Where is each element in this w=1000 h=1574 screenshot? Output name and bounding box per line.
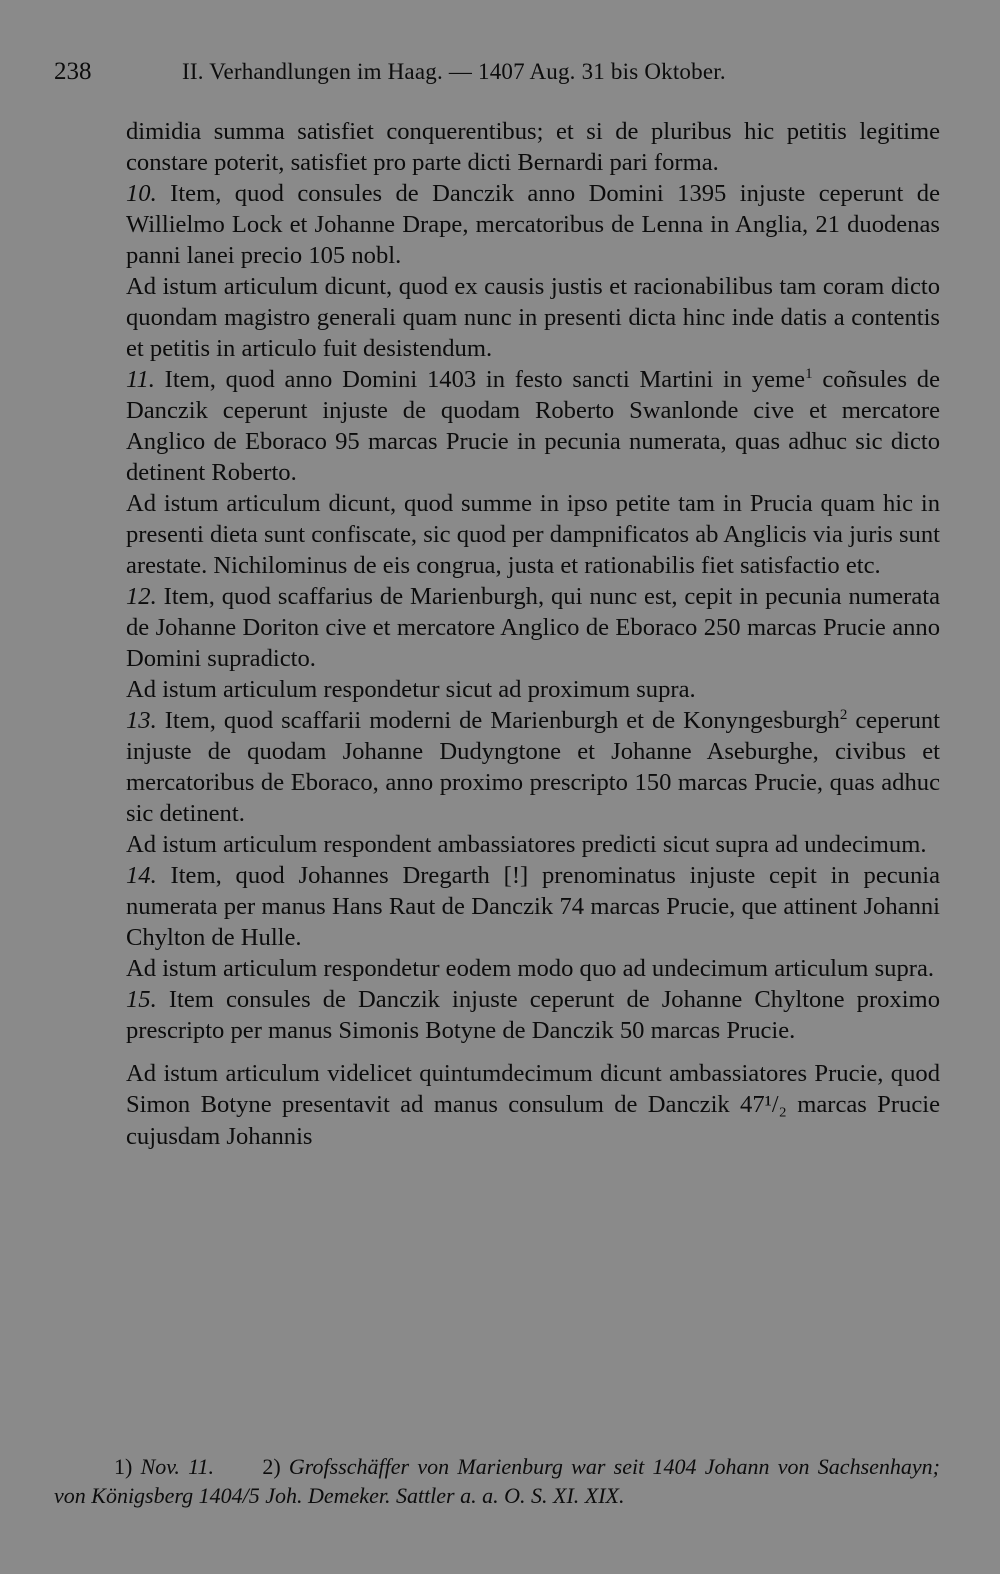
- article-text: Item, quod anno Domini 1403 in festo sancti Martini in yeme: [154, 366, 806, 393]
- response-text-cont: marcas Prucie cujusdam Johannis: [126, 1091, 941, 1150]
- footnotes: [54, 1452, 940, 1510]
- article-text: Item, quod consules de Danczik anno Domini 1395 injuste ceperunt de Willielmo Lock et Johanne Drape, mercatoribus de Lenna in Anglia, 21 duodenas panni lanei precio 105 nobl.: [126, 180, 940, 269]
- running-title: II. Verhandlungen im Haag. — 1407 Aug. 31 bis Oktober.: [182, 59, 726, 84]
- main-text: [54, 116, 940, 1152]
- paragraph-gap: [54, 1046, 940, 1058]
- footnote-2-mark: 2): [262, 1454, 281, 1479]
- footnote-1-text: Nov. 11.: [140, 1454, 215, 1479]
- paragraph-continuation: dimidia summa satisfiet conquerentibus; et si de pluribus hic petitis legitime constare poterit, satisfiet pro parte dicti Bernardi pari forma.: [126, 118, 940, 176]
- article-text: Item, quod scaffarii moderni de Marienburgh et de Konyngesburgh: [156, 707, 840, 734]
- article-number: 10.: [126, 180, 157, 207]
- page-header: [54, 54, 944, 90]
- footnote-1-mark: 1): [114, 1454, 133, 1479]
- article-text-cont: ceperunt injuste de quodam Johanne Dudyngtone et Johanne Aseburghe, civibus et mercatoribus de Eboraco, anno proximo prescripto 150 marcas Prucie, quas adhuc sic detinent.: [126, 707, 941, 827]
- footnote-ref-1: 1: [805, 365, 813, 382]
- page-number: 238: [54, 58, 92, 85]
- article-number: 11.: [126, 366, 155, 393]
- response-text: Ad istum articulum videlicet quintumdecimum dicunt ambassiatores Prucie, quod Simon Botyne presentavit ad manus consulum de Danczik 47: [126, 1060, 940, 1118]
- response-12: Ad istum articulum respondetur sicut ad proximum supra.: [126, 676, 696, 703]
- footnote-ref-2: 2: [839, 706, 848, 723]
- article-text: Item, quod Johannes Dregarth [!] prenominatus injuste cepit in pecunia numerata per manus Hans Raut de Danczik 74 marcas Prucie, que attinent Johanni Chylton de Hulle.: [126, 862, 940, 951]
- article-number: 14.: [126, 862, 157, 889]
- response-13: Ad istum articulum respondent ambassiatores predicti sicut supra ad undecimum.: [126, 831, 927, 858]
- article-number: 13.: [126, 707, 157, 734]
- article-number: 15.: [126, 986, 157, 1013]
- article-12: [54, 581, 940, 674]
- response-14: Ad istum articulum respondetur eodem modo quo ad undecimum articulum supra.: [126, 955, 935, 982]
- response-10: Ad istum articulum dicunt, quod ex causis justis et racionabilibus tam coram dicto quondam magistro generali quam nunc in presenti dicta hinc inde datis a contentis et petitis in articulo fuit desistendum.: [126, 273, 940, 362]
- response-11: Ad istum articulum dicunt, quod summe in ipso petite tam in Prucia quam hic in presenti dieta sunt confiscate, sic quod per dampnificatos ab Anglicis via juris sunt arestate. Nichilominus de eis congrua, justa et rationabilis fiet satisfactio etc.: [126, 490, 940, 579]
- article-10: [54, 178, 940, 271]
- fraction-half: ¹/₂: [764, 1092, 787, 1118]
- article-13: [54, 705, 940, 829]
- article-text: Item consules de Danczik injuste ceperunt de Johanne Chyltone proximo prescripto per manus Simonis Botyne de Danczik 50 marcas Prucie.: [126, 986, 940, 1044]
- response-15: [54, 1058, 940, 1152]
- article-text-cont: coñsules de Danczik ceperunt injuste de quodam Roberto Swanlonde cive et mercatore Anglico de Eboraco 95 marcas Prucie in pecunia numerata, quas adhuc sic dicto detinent Roberto.: [126, 366, 940, 486]
- article-text: Item, quod scaffarius de Marienburgh, qui nunc est, cepit in pecunia numerata de Johanne Doriton cive et mercatore Anglico de Eboraco 250 marcas Prucie anno Domini supradicto.: [126, 583, 940, 672]
- footnote-2-text: Grofsschäffer von Marienburg war seit 1404 Johann von Sachsenhayn; von Königsberg 1404/5 Joh. Demeker. Sattler a. a. O. S. XI. XIX.: [54, 1454, 940, 1508]
- article-14: [54, 860, 940, 953]
- article-11: [54, 364, 940, 488]
- article-number: 12.: [126, 583, 157, 610]
- article-15: [54, 984, 940, 1046]
